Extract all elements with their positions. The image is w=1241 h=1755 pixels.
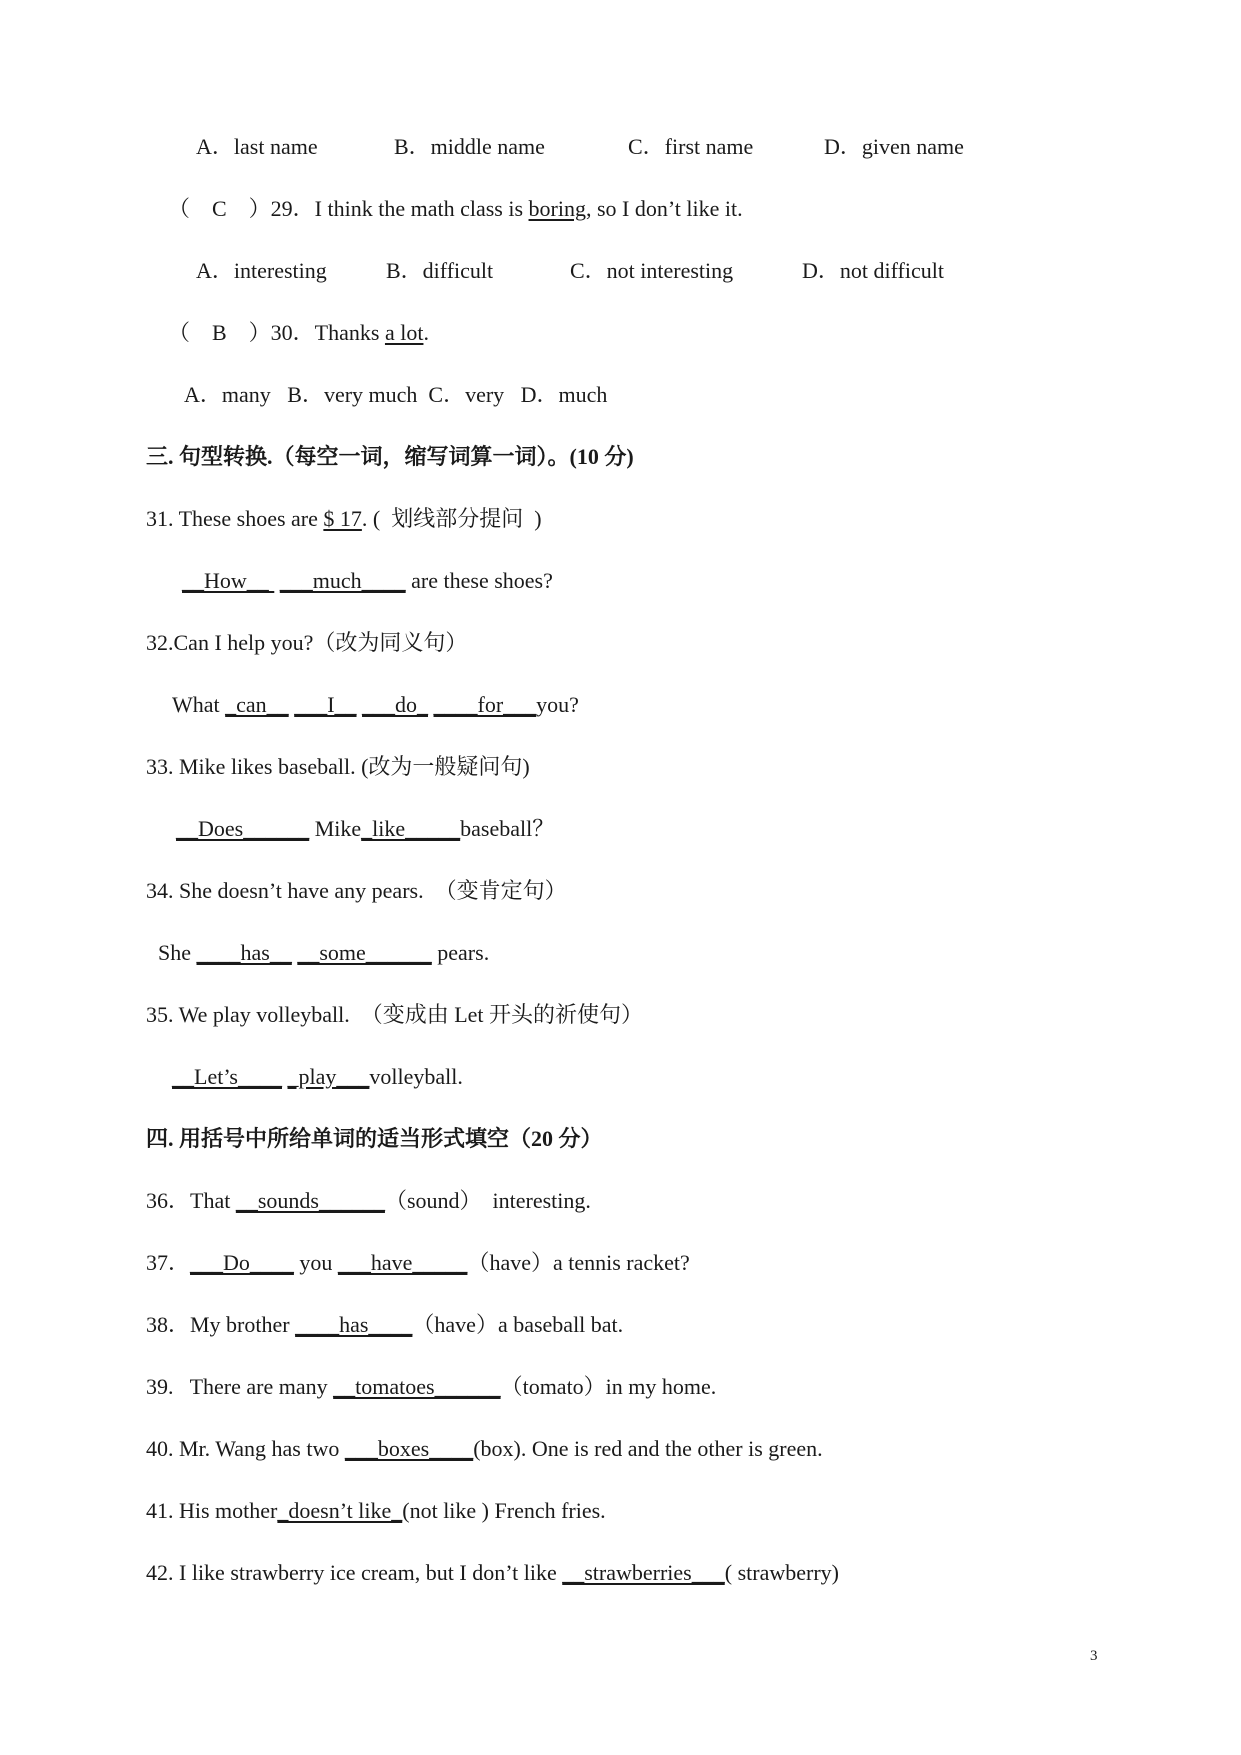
q29-option-d: D．not difficult: [802, 258, 944, 283]
question-31: 31. These shoes are $ 17. ( 划线部分提问 ): [146, 506, 542, 531]
question-32: 32.Can I help you?（改为同义句）: [146, 630, 468, 655]
question-38: 38．My brother ____has____（have）a baseball bat.: [146, 1312, 624, 1337]
question-40: 40. Mr. Wang has two ___boxes____(box). One is red and the other is green.: [146, 1436, 823, 1461]
question-35: 35. We play volleyball. （变成由 Let 开头的祈使句）: [146, 1002, 644, 1027]
q32-answer: What _can__ ___I__ ___do_ ____for___you?: [172, 692, 579, 717]
q30-options: A．many B．very much C．very D．much: [184, 382, 608, 407]
q29-option-a: A．interesting: [196, 258, 327, 283]
section-4-title: 四. 用括号中所给单词的适当形式填空（20 分）: [146, 1126, 603, 1151]
question-30: （ B ）30．Thanks a lot.: [168, 320, 429, 345]
question-37: 37．___Do____ you ___have_____（have）a tennis racket?: [146, 1250, 690, 1275]
q28-option-b: B．middle name: [394, 134, 545, 159]
question-41: 41. His mother_doesn’t like_(not like ) French fries.: [146, 1498, 606, 1523]
q29-option-c: C．not interesting: [570, 258, 734, 283]
q28-option-d: D．given name: [824, 134, 964, 159]
page-number: 3: [1090, 1648, 1098, 1664]
question-36: 36．That __sounds______（sound） interesting.: [146, 1188, 591, 1213]
question-34: 34. She doesn’t have any pears. （变肯定句）: [146, 878, 567, 903]
question-42: 42. I like strawberry ice cream, but I don’t like __strawberries___( strawberry): [146, 1560, 839, 1585]
question-33: 33. Mike likes baseball. (改为一般疑问句): [146, 754, 530, 779]
q35-answer: __Let’s____ _play___volleyball.: [172, 1064, 463, 1089]
q29-option-b: B．difficult: [386, 258, 494, 283]
q33-answer: __Does______ Mike_like_____baseball？: [176, 816, 555, 841]
question-39: 39. There are many __tomatoes______（tomato）in my home.: [146, 1374, 717, 1399]
q34-answer: She ____has__ __some______ pears.: [158, 940, 490, 965]
q28-option-a: A．last name: [196, 134, 318, 159]
section-3-title: 三. 句型转换.（每空一词，缩写词算一词）。(10 分): [146, 444, 634, 469]
question-29: （ C ）29．I think the math class is boring, so I don’t like it.: [168, 196, 743, 221]
q31-answer: __How__ ___much____ are these shoes?: [182, 568, 553, 593]
q28-option-c: C．first name: [628, 134, 754, 159]
